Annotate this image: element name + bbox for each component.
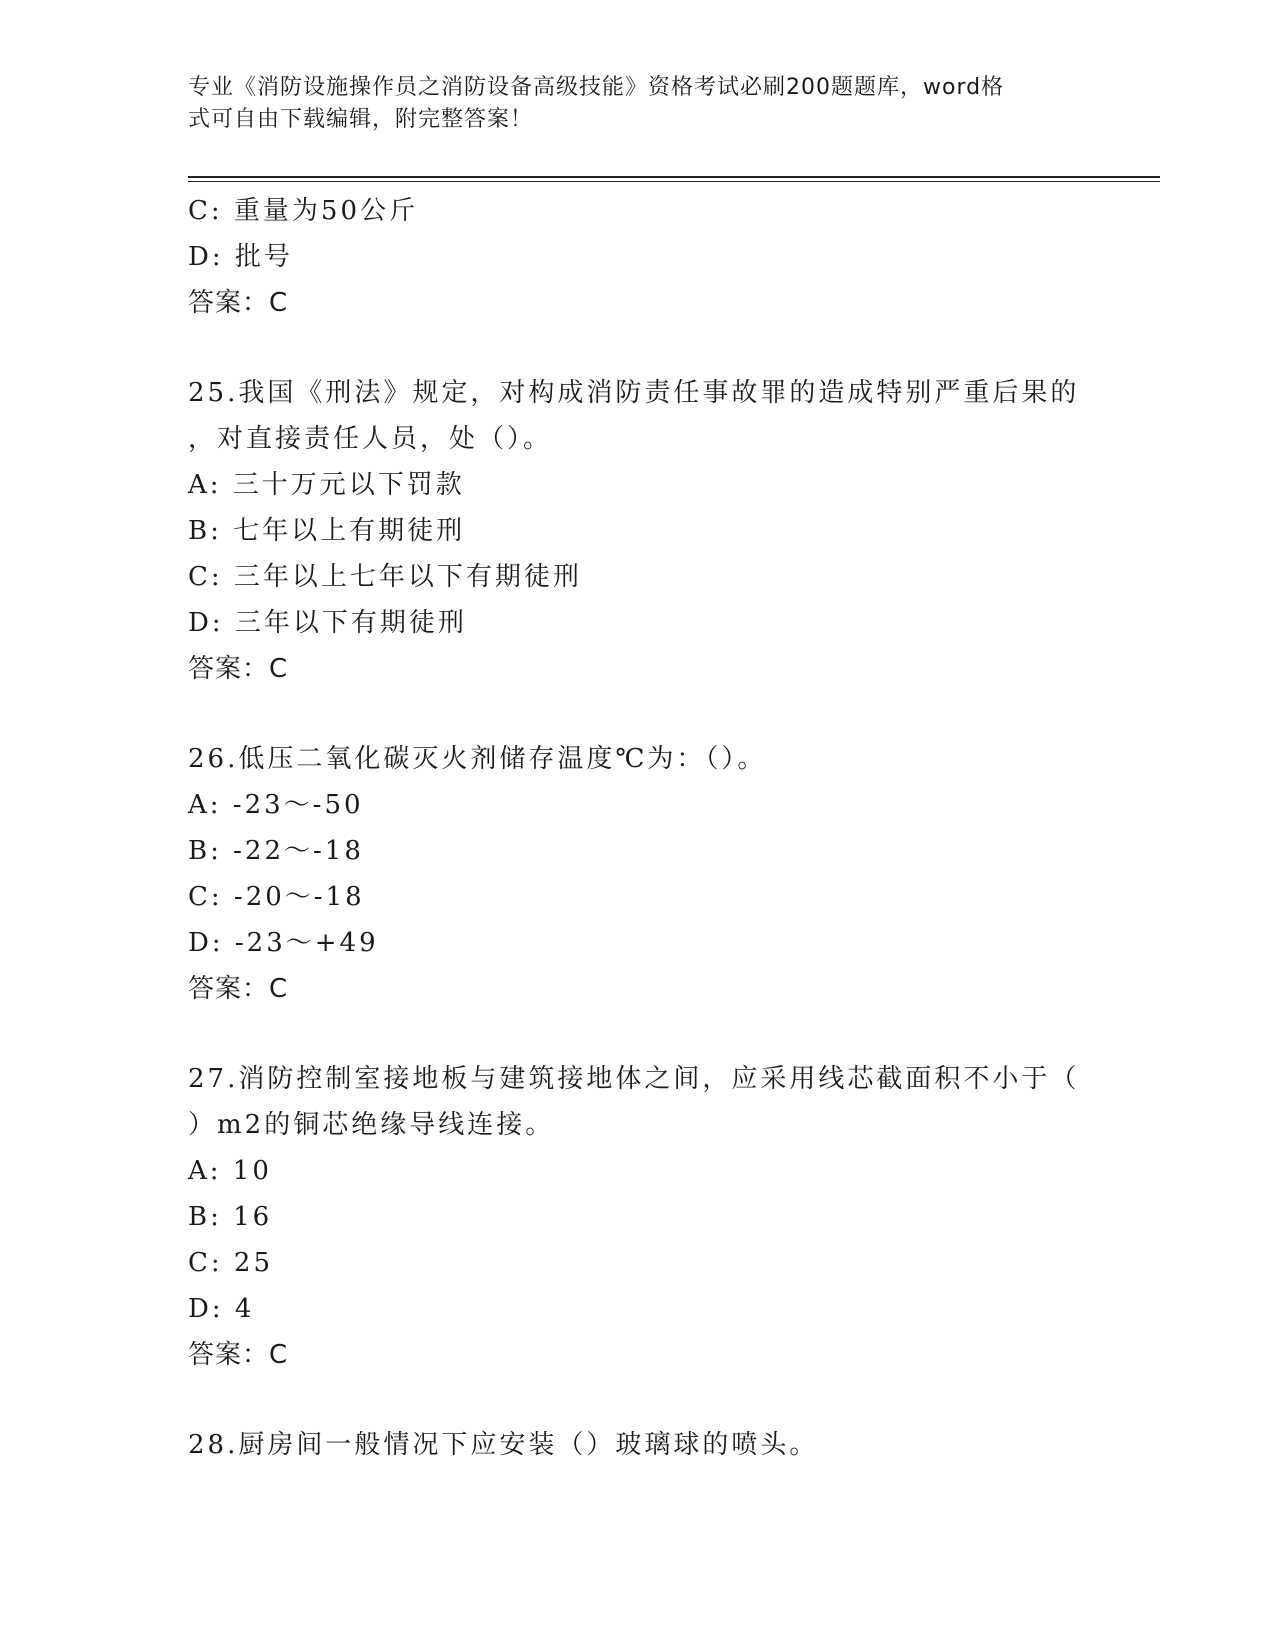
answer-line: 答案：C [188, 654, 289, 684]
question-text-line-2: ，对直接责任人员，处（）。 [188, 424, 553, 454]
option-a: A: 三十万元以下罚款 [188, 470, 465, 500]
question-text-line-1: 27.消防控制室接地板与建筑接地体之间，应采用线芯截面积不小于（ [188, 1064, 1080, 1094]
header-divider [188, 176, 1160, 182]
option-a: A: 10 [188, 1156, 272, 1186]
option-c: C: 25 [188, 1248, 274, 1278]
question-28 [188, 1422, 1088, 1468]
question-24-fragment [188, 188, 1088, 326]
question-text-line-1: 25.我国《刑法》规定，对构成消防责任事故罪的造成特别严重后果的 [188, 378, 1080, 408]
header-line-1: 专业《消防设施操作员之消防设备高级技能》资格考试必刷200题题库，word格 [188, 75, 1005, 100]
option-b: B: -22～-18 [188, 836, 364, 866]
question-27 [188, 1056, 1088, 1378]
answer-line: 答案：C [188, 288, 289, 318]
option-b: B: 七年以上有期徒刑 [188, 516, 466, 546]
question-26 [188, 736, 1088, 1012]
option-c: C: -20～-18 [188, 882, 365, 912]
option-b: B: 16 [188, 1202, 273, 1232]
answer-line: 答案：C [188, 974, 289, 1004]
option-a: A: -23～-50 [188, 790, 364, 820]
question-content [188, 188, 1088, 1468]
answer-line: 答案：C [188, 1340, 289, 1370]
option-d: D: 批号 [188, 242, 293, 272]
document-header [188, 72, 1088, 136]
question-text-line-1: 28.厨房间一般情况下应安装（）玻璃球的喷头。 [188, 1430, 819, 1460]
option-d: D: 4 [188, 1294, 255, 1324]
header-line-2: 式可自由下载编辑，附完整答案！ [188, 107, 534, 132]
question-text-line-1: 26.低压二氧化碳灭火剂储存温度℃为：（）。 [188, 744, 767, 774]
question-text-line-2: ）m2的铜芯绝缘导线连接。 [188, 1110, 555, 1140]
option-d: D: 三年以下有期徒刑 [188, 608, 467, 638]
option-c: C: 三年以上七年以下有期徒刑 [188, 562, 582, 592]
option-c: C: 重量为50公斤 [188, 196, 419, 226]
option-d: D: -23～+49 [188, 928, 379, 958]
question-25 [188, 370, 1088, 692]
